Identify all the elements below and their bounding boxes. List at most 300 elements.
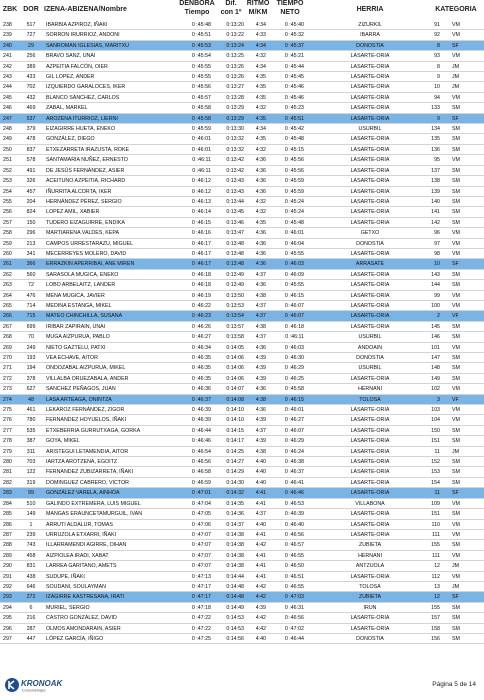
category-position-cell: 112 [431,573,440,580]
bib-cell: 378 [26,375,36,382]
category-position-cell: 155 [431,542,440,549]
bib-cell: 476 [26,292,36,299]
category-position-cell: 141 [431,209,440,216]
table-row [0,520,484,530]
gap-cell: 0:13:24 [226,42,244,49]
time-cell: 0 :45:58 [191,105,211,112]
category-position-cell: 156 [431,635,440,642]
table-row [0,218,484,228]
net-time-cell: 0 :45:46 [284,84,304,91]
position-cell: 243 [3,74,12,81]
pace-cell: 4:36 [255,230,266,237]
runner-name-cell: MEDINA ESTANGA, MIKEL [46,302,112,309]
town-cell: LASARTE-ORIA [350,573,390,580]
time-cell: 0 :46:26 [191,323,211,330]
bib-cell: 727 [26,32,36,39]
position-cell: 269 [3,344,12,351]
category-position-cell: 104 [431,417,440,424]
net-time-cell: 0 :45:45 [284,74,304,81]
category-position-cell: 91 [434,22,440,28]
category-cell: VM [452,552,460,559]
table-row [0,62,484,72]
category-cell: VM [452,344,460,351]
pace-cell: 4:36 [255,344,266,351]
category-cell: VM [452,386,460,393]
category-position-cell: 137 [431,167,440,174]
pace-cell: 4:32 [255,209,266,216]
net-time-cell: 0 :46:44 [284,635,304,642]
runner-name-cell: ERRAZKIN APERRIBAI, ANE MIREN [46,261,135,268]
town-cell: DONOSTIA [356,240,384,247]
bib-cell: 216 [26,615,36,622]
gap-cell: 0:14:48 [226,594,244,601]
gap-cell: 0:14:05 [226,344,244,351]
bib-cell: 780 [26,417,36,424]
gap-cell: 0:14:06 [226,355,244,361]
pace-cell: 4:34 [255,126,266,133]
gap-cell: 0:13:22 [226,32,244,39]
gap-cell: 0:13:54 [226,313,244,320]
net-time-cell: 0 :46:30 [284,355,304,361]
runner-name-cell: GONZÁLEZ VARELA, AINHOA [46,490,120,497]
bib-cell: 510 [26,500,36,507]
runner-name-cell: ILLARRAMENDI AGIRRE, OIHAN [46,542,127,549]
pace-cell: 4:38 [255,323,266,330]
position-cell: 258 [3,230,12,237]
gap-cell: 0:13:30 [226,126,244,133]
time-cell: 0 :46:12 [191,178,211,185]
category-position-cell: 103 [431,407,440,414]
net-time-cell: 0 :45:48 [284,136,304,143]
time-cell: 0 :47:06 [191,521,211,528]
runner-name-cell: GALINDO EXTREMERA, LUIS MIGUEL [46,500,141,507]
pace-cell: 4:39 [255,355,266,361]
runner-name-cell: CASTRO GONZÁLEZ, DAVID [46,615,117,622]
town-cell: USURBIL [358,334,382,341]
runner-name-cell: FERNANDEZ ZUBIZARRETA, IÑAKI [46,469,134,476]
net-time-cell: 0 :46:55 [284,552,304,559]
table-row [0,311,484,321]
runner-name-cell: AIZPIOLEA IRADI, XABAT [46,552,109,559]
net-time-cell: 0 :46:41 [284,479,304,486]
net-time-cell: 0 :45:59 [284,178,304,185]
position-cell: 253 [3,178,12,185]
pace-cell: 4:41 [255,552,266,559]
town-cell: DONOSTIA [356,42,384,49]
bib-cell: 715 [26,313,36,320]
category-position-cell: 11 [434,490,440,497]
category-cell: VM [452,521,460,528]
gap-cell: 0:13:20 [226,22,244,28]
time-cell: 0 :46:54 [191,448,211,455]
net-time-cell: 0 :46:09 [284,271,304,278]
pace-cell: 4:37 [255,511,266,518]
bib-cell: 517 [26,22,36,28]
category-position-cell: 100 [431,302,440,309]
category-position-cell: 10 [434,261,440,268]
pace-cell: 4:42 [255,625,266,632]
category-cell: VM [452,240,460,247]
runner-name-cell: IZAGIRRE KASTRESANA, IRATI [46,594,125,601]
position-cell: 252 [3,167,12,174]
category-cell: SM [452,542,460,549]
category-position-cell: 135 [431,136,440,143]
time-cell: 0 :46:35 [191,355,211,361]
net-time-cell: 0 :46:29 [284,365,304,372]
table-row [0,447,484,457]
time-cell: 0 :47:25 [191,635,211,642]
category-cell: SF [452,594,459,601]
town-cell: GETXO [360,230,380,237]
runner-name-cell: ETXEZARRETA IRAZUSTA, ROKE [46,146,130,153]
bib-cell: 478 [26,136,36,143]
net-time-cell: 0 :45:40 [284,22,304,28]
category-position-cell: 10 [434,84,440,91]
position-cell: 289 [3,552,12,559]
table-row [0,613,484,623]
position-cell: 261 [3,261,12,268]
runner-name-cell: VILLALBA ORUEZABALA, ANDER [46,375,129,382]
category-position-cell: 12 [434,563,440,570]
table-row [0,103,484,113]
time-cell: 0 :47:18 [191,604,211,611]
kategoria-header: KATEGORIA [435,6,477,13]
position-cell: 294 [3,604,12,611]
time-cell: 0 :46:11 [192,157,211,164]
net-time-cell: 0 :47:03 [284,594,304,601]
net-time-cell: 0 :46:56 [284,531,304,538]
pace-cell: 4:36 [255,407,266,414]
bib-cell: 239 [26,531,36,538]
position-cell: 238 [3,22,12,28]
net-time-cell: 0 :46:07 [284,427,304,434]
town-cell: LASARTE-ORIA [350,459,390,466]
time-cell: 0 :46:39 [191,417,211,424]
net-header-line1: TIEMPO [276,0,304,7]
table-row [0,82,484,92]
category-cell: VM [452,32,460,39]
position-cell: 286 [3,521,12,528]
runner-name-cell: GONZÁLEZ, DIEGO [46,136,95,143]
table-row [0,249,484,259]
category-cell: VM [452,230,460,237]
time-cell: 0 :46:12 [191,188,211,195]
pace-cell: 4:38 [255,448,266,455]
position-cell: 247 [3,115,12,122]
town-cell: LASARTE-ORIA [350,625,390,632]
table-row [0,114,484,124]
bib-cell: 326 [26,178,36,185]
pace-cell: 4:42 [255,594,266,601]
position-cell: 239 [3,32,12,39]
pace-header-line2: M/KM [248,8,268,16]
category-position-cell: 8 [437,42,440,49]
town-cell: LASARTE-ORIA [350,521,390,528]
position-cell: 254 [3,188,12,195]
runner-name-cell: FERNANDEZ HOYUELOS, IÑAKI [46,417,127,424]
table-row [0,176,484,186]
bib-cell: 341 [26,250,36,257]
bib-cell: 311 [26,448,36,455]
gap-cell: 0:14:53 [226,625,244,632]
category-cell: SM [452,209,460,216]
runner-name-cell: HERNÁNDEZ PÉREZ, SERGIO [46,198,122,205]
table-row [0,374,484,384]
table-row [0,395,484,405]
time-cell: 0 :46:39 [191,407,211,414]
town-cell: HERNANI [358,552,382,559]
position-cell: 280 [3,459,12,466]
pace-cell: 4:40 [255,479,266,486]
category-cell: SM [452,604,460,611]
town-cell: LASARTE-ORIA [350,105,390,112]
category-cell: SM [452,355,460,361]
bib-cell: 646 [26,583,36,590]
pace-cell: 4:35 [255,219,266,226]
bib-cell: 824 [26,209,36,216]
category-position-cell: 9 [437,115,440,122]
position-cell: 288 [3,542,12,549]
bib-cell: 99 [28,490,34,497]
bib-cell: 491 [26,167,36,174]
position-cell: 240 [3,42,12,49]
net-time-cell: 0 :46:15 [284,292,304,299]
time-cell: 0 :47:01 [191,490,211,497]
town-cell: ZUBIETA [359,594,381,601]
category-cell: SM [452,375,460,382]
bib-cell: 1 [29,521,33,528]
gap-cell: 0:13:50 [226,292,244,299]
runner-name-cell: LASA ARTEAGA, ONINTZA [46,396,112,403]
runner-name-cell: VEA ECHAVE, AITOR [46,355,98,361]
pace-cell: 4:33 [255,32,266,39]
logo-text: KRONOAK [21,679,63,688]
category-cell: JM [452,448,460,455]
table-row [0,322,484,332]
table-row [0,488,484,498]
pace-cell: 4:34 [255,63,266,70]
table-row [0,478,484,488]
table-row [0,551,484,561]
gap-cell: 0:13:25 [226,53,244,60]
time-cell: 0 :46:35 [191,375,211,382]
net-time-cell: 0 :46:50 [284,563,304,570]
gap-cell: 0:14:06 [226,375,244,382]
pace-cell: 4:35 [255,84,266,91]
net-time-cell: 0 :45:56 [284,157,304,164]
table-row [0,457,484,467]
bib-cell: 204 [26,198,36,205]
time-cell: 0 :46:46 [191,438,211,445]
table-row [0,228,484,238]
pace-cell: 4:41 [255,531,266,538]
town-cell: LASARTE-ORIA [350,188,390,195]
gap-cell: 0:13:28 [226,94,244,101]
bib-cell: 194 [26,365,36,372]
category-cell: VF [452,396,459,403]
gap-cell: 0:13:57 [226,323,244,330]
net-time-cell: 0 :45:44 [284,63,304,70]
time-header-line1: DENBORA [179,0,215,7]
category-cell: SM [452,334,460,341]
pace-cell: 4:37 [255,427,266,434]
time-cell: 0 :46:59 [191,479,211,486]
category-cell: SM [452,271,460,278]
table-row [0,426,484,436]
town-cell: TOLOSA [359,583,381,590]
town-cell: LASARTE-ORIA [350,302,390,309]
bib-cell: 287 [26,625,36,632]
table-row [0,197,484,207]
town-cell: LASARTE-ORIA [350,469,390,476]
category-cell: VM [452,292,460,299]
pace-cell: 4:40 [255,469,266,476]
category-position-cell: 143 [431,271,440,278]
category-cell: SM [452,178,460,185]
category-position-cell: 146 [431,334,440,341]
pace-cell: 4:36 [255,240,266,247]
net-time-cell: 0 :46:07 [284,313,304,320]
time-cell: 0 :46:27 [191,334,211,341]
town-cell: ANDOAIN [357,344,383,351]
category-position-cell: 11 [434,448,440,455]
category-cell: SM [452,282,460,289]
town-cell: LASARTE-ORIA [350,615,390,622]
runner-name-cell: IÑURRITA ALCORTA, IKER [46,188,112,195]
category-cell: SF [452,42,459,49]
gap-cell: 0:13:32 [226,136,244,143]
table-row [0,124,484,134]
position-cell: 274 [3,396,12,403]
pace-cell: 4:39 [255,604,266,611]
time-cell: 0 :46:18 [191,282,211,289]
position-cell: 283 [3,490,12,497]
net-time-cell: 0 :47:02 [284,625,304,632]
runner-name-cell: LOBO ARBELAITZ, LANDER [46,282,116,289]
position-cell: 242 [3,63,12,70]
pace-cell: 4:32 [255,105,266,112]
net-time-cell: 0 :45:51 [284,115,304,122]
dif-header [216,0,246,20]
position-cell: 262 [3,271,12,278]
town-cell: IRUN [363,604,377,611]
position-cell: 276 [3,417,12,424]
runner-name-cell: SORRON IRURRIOZ, ANDONI [46,32,120,39]
position-cell: 257 [3,219,12,226]
runner-name-cell: ARISTEGUI LETAMENDIA, AITOR [46,448,129,455]
net-time-cell: 0 :46:15 [284,396,304,403]
runner-name-cell: SOUDANI, SOULAYMAN [46,583,106,590]
gap-cell: 0:14:36 [226,511,244,518]
runner-name-cell: EIZAGIRRE HUETA, ENEKO [46,126,116,133]
bib-cell: 743 [26,542,36,549]
table-row [0,540,484,550]
time-cell: 0 :46:17 [191,261,211,268]
runner-name-cell: LOPEZ AMIL, XABIER [46,209,100,216]
table-row [0,634,484,644]
runner-name-cell: SANROMAN IGLESIAS, MARITXU [46,42,129,49]
time-cell: 0 :46:44 [191,427,211,434]
town-cell: LASARTE-ORIA [350,479,390,486]
gap-cell: 0:14:15 [226,427,244,434]
category-position-cell: 2 [437,313,440,320]
position-cell: 277 [3,427,12,434]
position-cell: 241 [3,53,12,60]
bib-cell: 703 [26,459,36,466]
town-cell: LASARTE-ORIA [350,271,390,278]
time-cell: 0 :46:36 [191,386,211,393]
bib-cell: 213 [26,240,36,247]
bib-cell: 831 [26,563,36,570]
gap-cell: 0:14:38 [226,531,244,538]
time-cell: 0 :46:58 [191,469,211,476]
position-cell: 287 [3,531,12,538]
table-row [0,291,484,301]
category-position-cell: 92 [434,32,440,39]
table-row [0,93,484,103]
bib-cell: 714 [26,302,36,309]
category-cell: SF [452,261,459,268]
runner-name-cell: URRUZOLA ETXARRI, IÑAKI [46,531,117,538]
runner-name-cell: GOYA, MIKEL [46,438,80,445]
position-cell: 260 [3,250,12,257]
town-cell: LASARTE-ORIA [350,448,390,455]
position-cell: 284 [3,500,12,507]
gap-cell: 0:14:25 [226,448,244,455]
bib-cell: 150 [26,219,36,226]
net-time-cell: 0 :46:56 [284,615,304,622]
table-row [0,415,484,425]
net-time-cell: 0 :46:04 [284,240,304,247]
bib-cell: 432 [26,94,36,101]
category-position-cell: 149 [431,375,440,382]
table-header [0,0,484,20]
category-position-cell: 152 [431,459,440,466]
town-cell: USURBIL [358,126,382,133]
category-cell: VM [452,407,460,414]
gap-cell: 0:13:43 [226,188,244,195]
runner-name-cell: IRIBAR ZAPIRAIN, UNAI [46,323,106,330]
category-position-cell: 139 [431,188,440,195]
runner-name-cell: BRAVO SANZ, UNAI [46,53,96,60]
gap-cell: 0:14:44 [226,573,244,580]
time-cell: 0 :46:56 [191,459,211,466]
category-cell: JM [452,583,460,590]
town-cell: LASARTE-ORIA [350,178,390,185]
town-cell: LASARTE-ORIA [350,511,390,518]
town-cell: ARRASATE [355,261,385,268]
position-cell: 246 [3,105,12,112]
dif-header-line2: con 1º [220,8,242,16]
gap-cell: 0:14:49 [226,604,244,611]
category-position-cell: 94 [434,94,440,101]
position-cell: 282 [3,479,12,486]
pace-cell: 4:40 [255,459,266,466]
net-time-cell: 0 :46:37 [284,469,304,476]
time-cell: 0 :47:07 [191,542,211,549]
time-cell: 0 :47:05 [191,511,211,518]
table-row [0,30,484,40]
runner-name-cell: MARTIARENA VALDES, KEPA [46,230,120,237]
time-cell: 0 :45:48 [191,22,211,28]
pace-cell: 4:36 [255,250,266,257]
town-cell: LASARTE-ORIA [350,167,390,174]
gap-cell: 0:13:49 [226,271,244,278]
net-time-cell: 0 :45:48 [284,219,304,226]
gap-cell: 0:14:32 [226,490,244,497]
bib-cell: 29 [28,42,34,49]
net-time-cell: 0 :46:24 [284,448,304,455]
